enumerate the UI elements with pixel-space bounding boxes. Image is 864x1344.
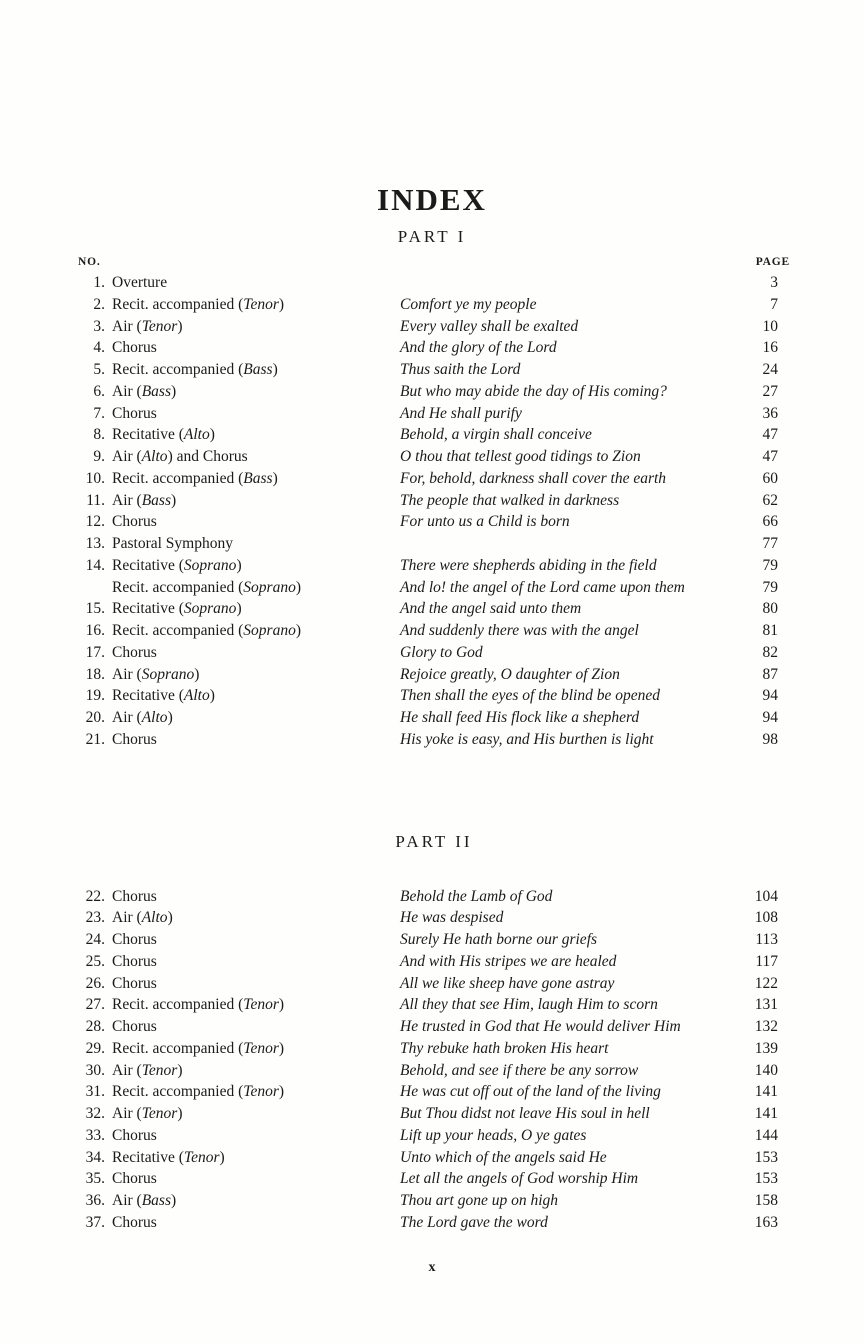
entry-page: 122 — [754, 974, 778, 992]
index-entry-row — [78, 685, 778, 707]
column-page-label: PAGE — [755, 256, 790, 268]
entry-title: Unto which of the angels said He — [400, 1148, 607, 1166]
index-entry-row — [78, 577, 778, 599]
index-entry-row — [78, 598, 778, 620]
index-entry-row — [78, 555, 778, 577]
entry-number: 32. — [85, 1105, 105, 1122]
entry-title: Thy rebuke hath broken His heart — [400, 1039, 609, 1057]
entry-page: 16 — [762, 339, 778, 357]
entry-number: 13. — [85, 535, 105, 552]
entry-number: 9. — [93, 448, 105, 465]
entry-name: Chorus — [112, 887, 157, 905]
entry-page: 66 — [762, 513, 778, 531]
entry-number: 1. — [93, 274, 105, 291]
entry-name: Chorus — [112, 1126, 157, 1144]
entry-name: Air (Alto) and Chorus — [112, 448, 248, 465]
entry-title: Behold, and see if there be any sorrow — [400, 1061, 639, 1079]
entry-title: But who may abide the day of His coming? — [400, 382, 667, 400]
entry-page: 139 — [754, 1039, 778, 1057]
entry-number: 2. — [93, 295, 105, 313]
entry-page: 7 — [770, 295, 778, 313]
index-entry-row — [78, 1212, 778, 1234]
index-entry-row — [78, 951, 778, 973]
index-entry-row — [78, 381, 778, 403]
index-entry-row — [78, 1190, 778, 1212]
entry-name: Air (Bass) — [112, 382, 177, 400]
entry-number: 11. — [86, 491, 105, 509]
index-entry-row — [78, 1060, 778, 1082]
entry-number: 33. — [85, 1126, 105, 1144]
entry-page: 153 — [754, 1170, 778, 1188]
entry-number — [78, 577, 105, 599]
entry-number: 15. — [85, 600, 105, 618]
entry-title: Every valley shall be exalted — [400, 317, 579, 335]
entry-name: Chorus — [112, 730, 157, 748]
index-entry-row — [78, 707, 778, 729]
index-entry-row — [78, 1168, 778, 1190]
entry-page: 141 — [754, 1105, 778, 1122]
entry-name: Recitative (Tenor) — [112, 1148, 225, 1166]
entry-number: 20. — [85, 709, 105, 726]
entry-page: 36 — [762, 404, 778, 422]
index-entry-row — [78, 620, 778, 642]
entry-number: 14. — [85, 556, 105, 574]
index-entry-row — [78, 994, 778, 1016]
column-no-label: NO. — [78, 256, 101, 268]
entry-title: He trusted in God that He would deliver Him — [400, 1018, 681, 1035]
entry-title: And suddenly there was with the angel — [400, 622, 639, 639]
entry-name: Recit. accompanied (Bass) — [112, 361, 278, 378]
entry-name: Chorus — [112, 1170, 157, 1188]
entry-title: And the glory of the Lord — [400, 339, 557, 357]
entry-number: 24. — [85, 931, 105, 948]
part1-heading: PART I — [397, 227, 467, 246]
entry-title: And He shall purify — [400, 404, 522, 422]
entry-title: For, behold, darkness shall cover the earth — [400, 469, 667, 487]
index-entry-row — [78, 729, 778, 751]
entry-page: 47 — [762, 426, 778, 444]
entry-page: 79 — [762, 578, 778, 596]
entry-title: Glory to God — [400, 643, 483, 661]
entry-number: 22. — [85, 887, 105, 905]
entry-title: The Lord gave the word — [400, 1213, 548, 1231]
entry-page: 94 — [762, 687, 778, 705]
entry-number: 4. — [93, 339, 105, 357]
entry-title: For unto us a Child is born — [400, 513, 570, 531]
entry-number: 37. — [85, 1213, 105, 1231]
index-entry-row — [78, 424, 778, 446]
index-entry-row — [78, 490, 778, 512]
entry-number: 27. — [85, 996, 105, 1014]
folio-page-number: x — [428, 1259, 436, 1275]
entry-name: Overture — [112, 274, 168, 291]
entry-title: And lo! the angel of the Lord came upon them — [400, 578, 685, 596]
entry-title: Surely He hath borne our griefs — [400, 931, 598, 948]
entry-name: Air (Soprano) — [112, 665, 200, 683]
entry-page: 108 — [754, 909, 778, 927]
part2-entry-list — [78, 886, 790, 1234]
index-content — [78, 255, 790, 1234]
entry-page: 153 — [754, 1148, 778, 1166]
entry-title: Let all the angels of God worship Him — [400, 1170, 639, 1188]
entry-number: 36. — [85, 1192, 105, 1209]
entry-number: 10. — [85, 469, 105, 487]
entry-number: 25. — [85, 952, 105, 970]
index-entry-row — [78, 1081, 778, 1103]
index-entry-row — [78, 973, 778, 995]
entry-page: 77 — [762, 535, 778, 552]
entry-name: Air (Bass) — [112, 1192, 177, 1209]
entry-page: 82 — [762, 643, 778, 661]
entry-page: 98 — [762, 730, 778, 748]
entry-number: 29. — [85, 1039, 105, 1057]
index-entry-row — [78, 359, 778, 381]
index-entry-row — [78, 468, 778, 490]
entry-name: Air (Tenor) — [112, 317, 183, 335]
entry-name: Recit. accompanied (Tenor) — [112, 996, 285, 1014]
entry-name: Recit. accompanied (Tenor) — [112, 1039, 285, 1057]
entry-title — [400, 533, 738, 555]
entry-title: He was cut off out of the land of the living — [400, 1083, 661, 1101]
entry-name: Recitative (Soprano) — [112, 600, 242, 618]
entry-number: 7. — [93, 404, 105, 422]
index-entry-row — [78, 337, 778, 359]
entry-page: 79 — [762, 556, 778, 574]
entry-page: 132 — [754, 1018, 778, 1035]
entry-title: Rejoice greatly, O daughter of Zion — [400, 665, 620, 683]
entry-name: Chorus — [112, 952, 157, 970]
entry-page: 81 — [762, 622, 778, 639]
entry-name: Recit. accompanied (Soprano) — [112, 578, 301, 596]
entry-page: 27 — [762, 382, 778, 400]
entry-title: He was despised — [400, 909, 504, 927]
entry-title: And with His stripes we are healed — [400, 952, 617, 970]
entry-name: Recitative (Alto) — [112, 687, 215, 705]
entry-number: 3. — [93, 317, 105, 335]
entry-page: 141 — [754, 1083, 778, 1101]
entry-name: Recit. accompanied (Tenor) — [112, 1083, 285, 1101]
index-entry-row — [78, 642, 778, 664]
entry-page: 94 — [762, 709, 778, 726]
part2-heading: PART II — [395, 831, 473, 851]
entry-page: 163 — [754, 1213, 778, 1231]
entry-title: O thou that tellest good tidings to Zion — [400, 448, 641, 465]
entry-name: Air (Alto) — [112, 709, 173, 726]
index-entry-row — [78, 1125, 778, 1147]
entry-title: All they that see Him, laugh Him to scorn — [400, 996, 658, 1014]
entry-page: 140 — [754, 1061, 778, 1079]
entry-name: Chorus — [112, 931, 157, 948]
entry-number: 35. — [85, 1170, 105, 1188]
entry-number: 31. — [85, 1083, 105, 1101]
entry-number: 34. — [85, 1148, 105, 1166]
entry-number: 23. — [85, 909, 105, 927]
entry-title: The people that walked in darkness — [400, 491, 620, 509]
index-entry-row — [78, 294, 778, 316]
entry-page: 117 — [755, 952, 778, 970]
index-entry-row — [78, 533, 778, 555]
index-entry-row — [78, 511, 778, 533]
entry-name: Chorus — [112, 974, 157, 992]
index-entry-row — [78, 446, 778, 468]
index-entry-row — [78, 272, 778, 294]
entry-page: 131 — [754, 996, 778, 1014]
part1-entry-list — [78, 272, 790, 751]
entry-title — [400, 272, 738, 294]
entry-name: Recit. accompanied (Bass) — [112, 469, 278, 487]
entry-name: Air (Tenor) — [112, 1061, 183, 1079]
entry-page: 24 — [762, 361, 778, 378]
entry-title: Behold the Lamb of God — [400, 887, 553, 905]
entry-title: His yoke is easy, and His burthen is light — [400, 730, 654, 748]
entry-number: 5. — [93, 361, 105, 378]
entry-name: Recit. accompanied (Tenor) — [112, 295, 285, 313]
entry-number: 6. — [93, 382, 105, 400]
entry-name: Recit. accompanied (Soprano) — [112, 622, 301, 639]
entry-title: Then shall the eyes of the blind be opened — [400, 687, 660, 705]
entry-page: 3 — [770, 274, 778, 291]
columns-header — [78, 255, 790, 270]
entry-number: 12. — [85, 513, 105, 531]
entry-page: 104 — [754, 887, 778, 905]
entry-name: Air (Bass) — [112, 491, 177, 509]
index-entry-row — [78, 664, 778, 686]
entry-page: 80 — [762, 600, 778, 618]
entry-name: Recitative (Soprano) — [112, 556, 242, 574]
entry-page: 60 — [762, 469, 778, 487]
entry-title: Thus saith the Lord — [400, 361, 521, 378]
entry-title: All we like sheep have gone astray — [400, 974, 615, 992]
entry-number: 21. — [85, 730, 105, 748]
entry-name: Recitative (Alto) — [112, 426, 215, 444]
entry-number: 8. — [93, 426, 105, 444]
entry-number: 17. — [85, 643, 105, 661]
entry-page: 158 — [754, 1192, 778, 1209]
entry-number: 19. — [85, 687, 105, 705]
entry-name: Chorus — [112, 404, 157, 422]
entry-name: Air (Tenor) — [112, 1105, 183, 1122]
entry-name: Chorus — [112, 513, 157, 531]
index-entry-row — [78, 316, 778, 338]
entry-number: 30. — [85, 1061, 105, 1079]
index-entry-row — [78, 403, 778, 425]
entry-title: But Thou didst not leave His soul in hell — [400, 1105, 650, 1122]
entry-number: 16. — [85, 622, 105, 639]
entry-page: 10 — [762, 317, 778, 335]
entry-page: 113 — [755, 931, 778, 948]
entry-title: Behold, a virgin shall conceive — [400, 426, 592, 444]
entry-title: Lift up your heads, O ye gates — [400, 1126, 587, 1144]
index-entry-row — [78, 1038, 778, 1060]
page-title: INDEX — [377, 182, 487, 217]
entry-name: Chorus — [112, 1213, 157, 1231]
entry-number: 28. — [85, 1018, 105, 1035]
index-entry-row — [78, 1147, 778, 1169]
entry-number: 26. — [85, 974, 105, 992]
entry-name: Chorus — [112, 643, 157, 661]
entry-page: 144 — [754, 1126, 778, 1144]
entry-name: Chorus — [112, 339, 157, 357]
entry-title: Comfort ye my people — [400, 295, 537, 313]
entry-title: Thou art gone up on high — [400, 1192, 559, 1209]
entry-title: He shall feed His flock like a shepherd — [400, 709, 640, 726]
entry-title: And the angel said unto them — [400, 600, 582, 618]
entry-page: 47 — [762, 448, 778, 465]
entry-page: 87 — [762, 665, 778, 683]
index-entry-row — [78, 1103, 778, 1125]
entry-page: 62 — [762, 491, 778, 509]
entry-name: Chorus — [112, 1018, 157, 1035]
index-entry-row — [78, 929, 778, 951]
index-entry-row — [78, 1016, 778, 1038]
entry-name: Pastoral Symphony — [112, 535, 233, 552]
index-entry-row — [78, 886, 778, 908]
entry-number: 18. — [85, 665, 105, 683]
index-entry-row — [78, 907, 778, 929]
entry-title: There were shepherds abiding in the field — [400, 556, 657, 574]
entry-name: Air (Alto) — [112, 909, 173, 927]
